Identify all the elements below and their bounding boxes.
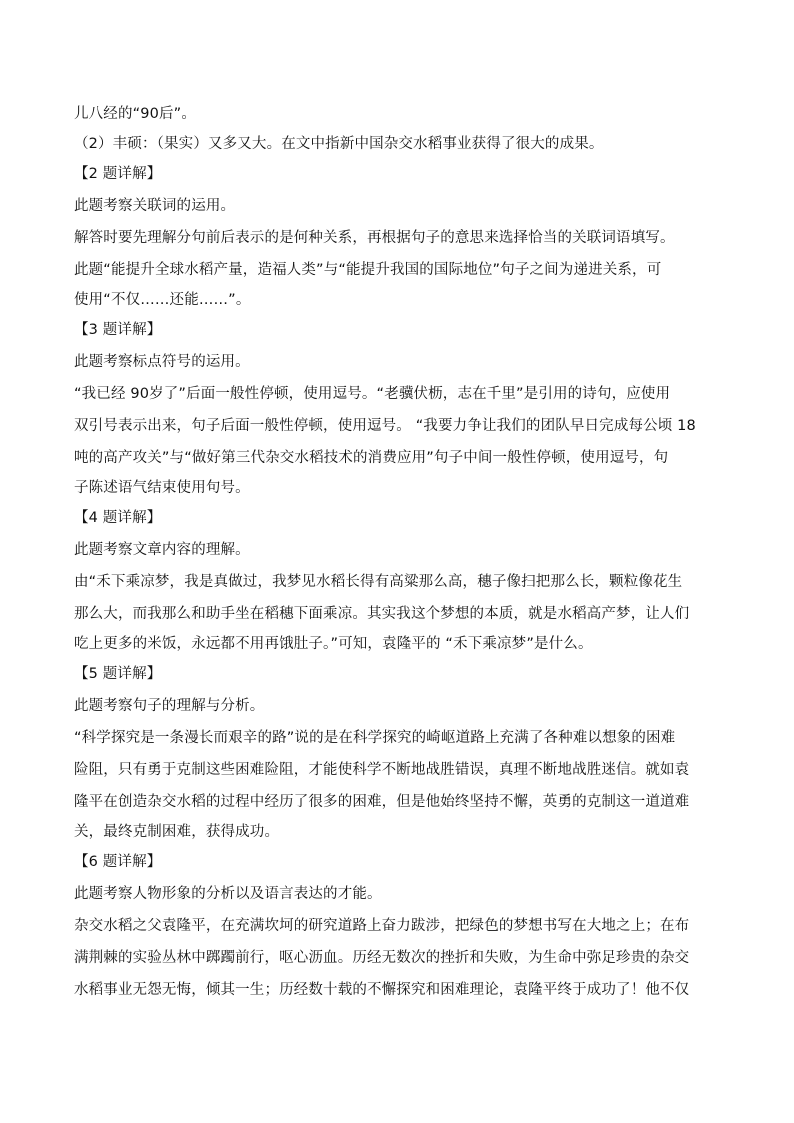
text-line: 那么大，而我那么和助手坐在稻穗下面乘凉。其实我这个梦想的本质，就是水稻高产梦，让人们 <box>74 606 690 622</box>
section-heading: 【5 题详解】 <box>74 666 162 682</box>
text-line: 此题考察人物形象的分析以及语言表达的才能。 <box>74 886 382 902</box>
text-line: 解答时要先理解分句前后表示的是何种关系，再根据句子的意思来选择恰当的关联词语填写。 <box>74 230 675 246</box>
section-heading: 【6 题详解】 <box>74 854 162 870</box>
text-line: 隆平在创造杂交水稻的过程中经历了很多的困难，但是他始终坚持不懈，英勇的克制这一道道难 <box>74 794 690 810</box>
section-heading: 【4 题详解】 <box>74 510 162 526</box>
text-line: “科学探究是一条漫长而艰辛的路”说的是在科学探究的崎岖道路上充满了各种难以想象的困难 <box>74 730 676 746</box>
text-line: 吃上更多的米饭，永远都不用再饿肚子。”可知，袁隆平的 “禾下乘凉梦”是什么。 <box>74 636 593 652</box>
text-line: 儿八经的“90后”。 <box>74 106 196 122</box>
text-line: 此题考察文章内容的理解。 <box>74 542 250 558</box>
text-line: 关，最终克制困难，获得成功。 <box>74 824 280 840</box>
text-line: （2）丰硕：（果实）又多又大。在文中指新中国杂交水稻事业获得了很大的成果。 <box>74 136 604 152</box>
section-heading: 【3 题详解】 <box>74 322 162 338</box>
text-line: “我已经 90岁了”后面一般性停顿，使用逗号。“老骥伏枥，志在千里”是引用的诗句，应使用 <box>74 386 671 402</box>
text-line: 此题考察关联词的运用。 <box>74 198 236 214</box>
text-line: 双引号表示出来，句子后面一般性停顿，使用逗号。 “我要力争让我们的团队早日完成每公顷 18 <box>74 418 696 434</box>
text-line: 满荆棘的实验丛林中踯躅前行，呕心沥血。历经无数次的挫折和失败，为生命中弥足珍贵的杂交 <box>74 950 690 966</box>
text-line: 使用“不仅……还能……”。 <box>74 292 251 308</box>
text-line: 险阻，只有勇于克制这些困难险阻，才能使科学不断地战胜错误，真理不断地战胜迷信。就如袁 <box>74 762 690 778</box>
text-line: 吨的高产攻关”与“做好第三代杂交水稻技术的消费应用”句子中间一般性停顿，使用逗号，句 <box>74 450 669 466</box>
text-line: 由“禾下乘凉梦，我是真做过，我梦见水稻长得有高粱那么高，穗子像扫把那么长，颗粒像花生 <box>74 574 683 590</box>
text-line: 水稻事业无怨无悔，倾其一生；历经数十载的不懈探究和困难理论，袁隆平终于成功了！他不仅 <box>74 982 690 998</box>
section-heading: 【2 题详解】 <box>74 166 162 182</box>
text-line: 此题“能提升全球水稻产量，造福人类”与“能提升我国的国际地位”句子之间为递进关系，可 <box>74 262 662 278</box>
text-line: 子陈述语气结束使用句号。 <box>74 480 250 496</box>
text-line: 此题考察标点符号的运用。 <box>74 354 250 370</box>
text-line: 此题考察句子的理解与分析。 <box>74 698 265 714</box>
text-line: 杂交水稻之父袁隆平，在充满坎坷的研究道路上奋力跋涉，把绿色的梦想书写在大地之上；在布 <box>74 918 690 934</box>
